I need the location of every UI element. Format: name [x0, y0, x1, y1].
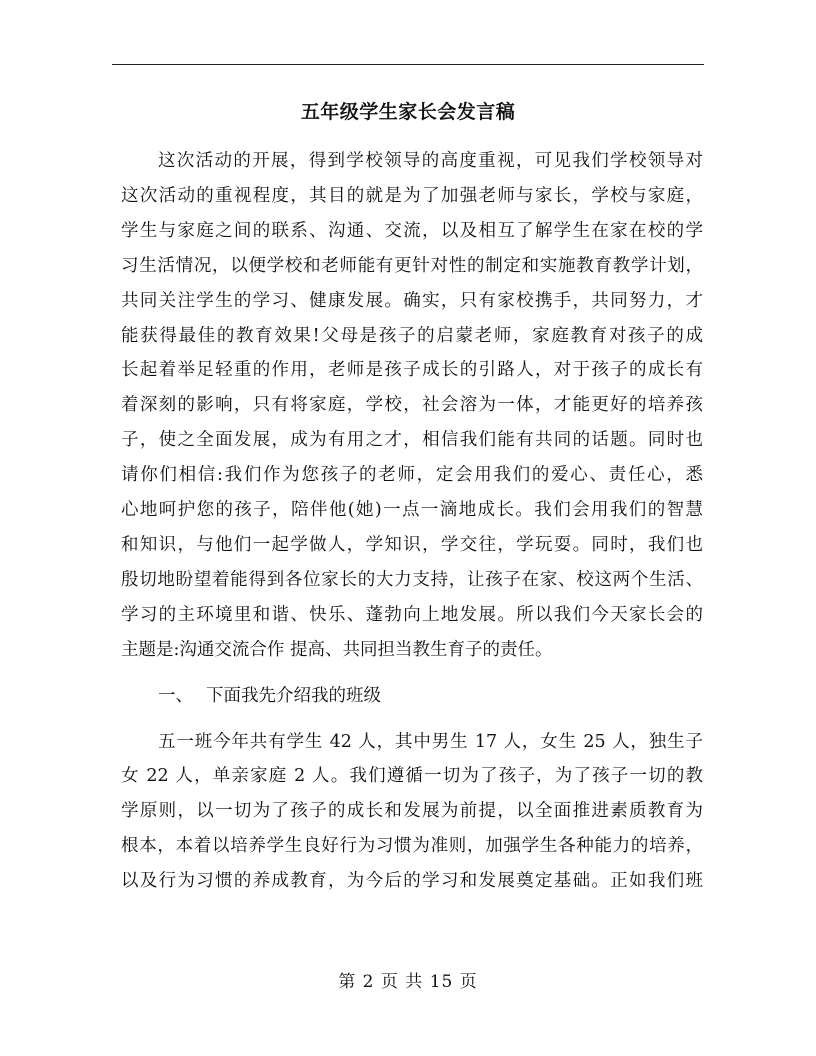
section-heading-line — [121, 679, 703, 714]
paragraph-intro — [121, 144, 703, 668]
header-rule — [112, 64, 704, 65]
paragraph-class-intro — [121, 725, 703, 900]
text-line: 学习的主环境里和谐、快乐、蓬勃向上地发展。所以我们今天家长会的 — [121, 604, 703, 625]
text-line: 学原则，以一切为了孩子的成长和发展为前提，以全面推进素质教育为 — [121, 801, 703, 822]
text-line: 习生活情况，以便学校和老师能有更针对性的制定和实施教育教学计划， — [121, 255, 703, 276]
document-title: 五年级学生家长会发言稿 — [300, 101, 516, 123]
text-line: 这次活动的重视程度，其目的就是为了加强老师与家长，学校与家庭， — [121, 185, 703, 206]
section-number: 一、 — [158, 685, 193, 706]
text-line: 五一班今年共有学生 42 人，其中男生 17 人，女生 25 人，独生子 — [158, 731, 703, 752]
text-line: 着深刻的影响，只有将家庭，学校，社会溶为一体，才能更好的培养孩 — [121, 395, 703, 416]
text-line: 以及行为习惯的养成教育，为今后的学习和发展奠定基础。正如我们班 — [121, 871, 703, 892]
text-line: 女 22 人，单亲家庭 2 人。我们遵循一切为了孩子，为了孩子一切的教 — [121, 766, 703, 787]
text-line: 共同关注学生的学习、健康发展。确实，只有家校携手，共同努力，才 — [121, 290, 703, 311]
section-heading-text: 下面我先介绍我的班级 — [206, 685, 381, 706]
section-heading — [121, 679, 703, 714]
text-line: 殷切地盼望着能得到各位家长的大力支持，让孩子在家、校这两个生活、 — [121, 569, 703, 590]
text-line: 心地呵护您的孩子，陪伴他(她)一点一滴地成长。我们会用我们的智慧 — [121, 500, 703, 521]
text-line: 这次活动的开展，得到学校领导的高度重视，可见我们学校领导对 — [158, 151, 703, 171]
text-line: 根本，本着以培养学生良好行为习惯为准则，加强学生各种能力的培养， — [121, 836, 703, 857]
text-line: 学生与家庭之间的联系、沟通、交流，以及相互了解学生在家在校的学 — [121, 220, 703, 241]
text-line: 长起着举足轻重的作用，老师是孩子成长的引路人，对于孩子的成长有 — [121, 360, 703, 381]
text-line: 和知识，与他们一起学做人，学知识，学交往，学玩耍。同时，我们也 — [121, 534, 703, 555]
paragraph-gap — [121, 668, 703, 679]
text-line: 能获得最佳的教育效果!父母是孩子的启蒙老师，家庭教育对孩子的成 — [121, 325, 703, 346]
text-line: 请你们相信:我们作为您孩子的老师，定会用我们的爱心、责任心，悉 — [121, 465, 703, 486]
text-line: 子，使之全面发展，成为有用之才，相信我们能有共同的话题。同时也 — [121, 430, 703, 451]
text-line: 主题是:沟通交流合作 提高、共同担当教生育子的责任。 — [121, 639, 553, 660]
document-body — [121, 144, 703, 899]
page-number: 第 2 页 共 15 页 — [338, 972, 478, 992]
paragraph-gap — [121, 714, 703, 725]
